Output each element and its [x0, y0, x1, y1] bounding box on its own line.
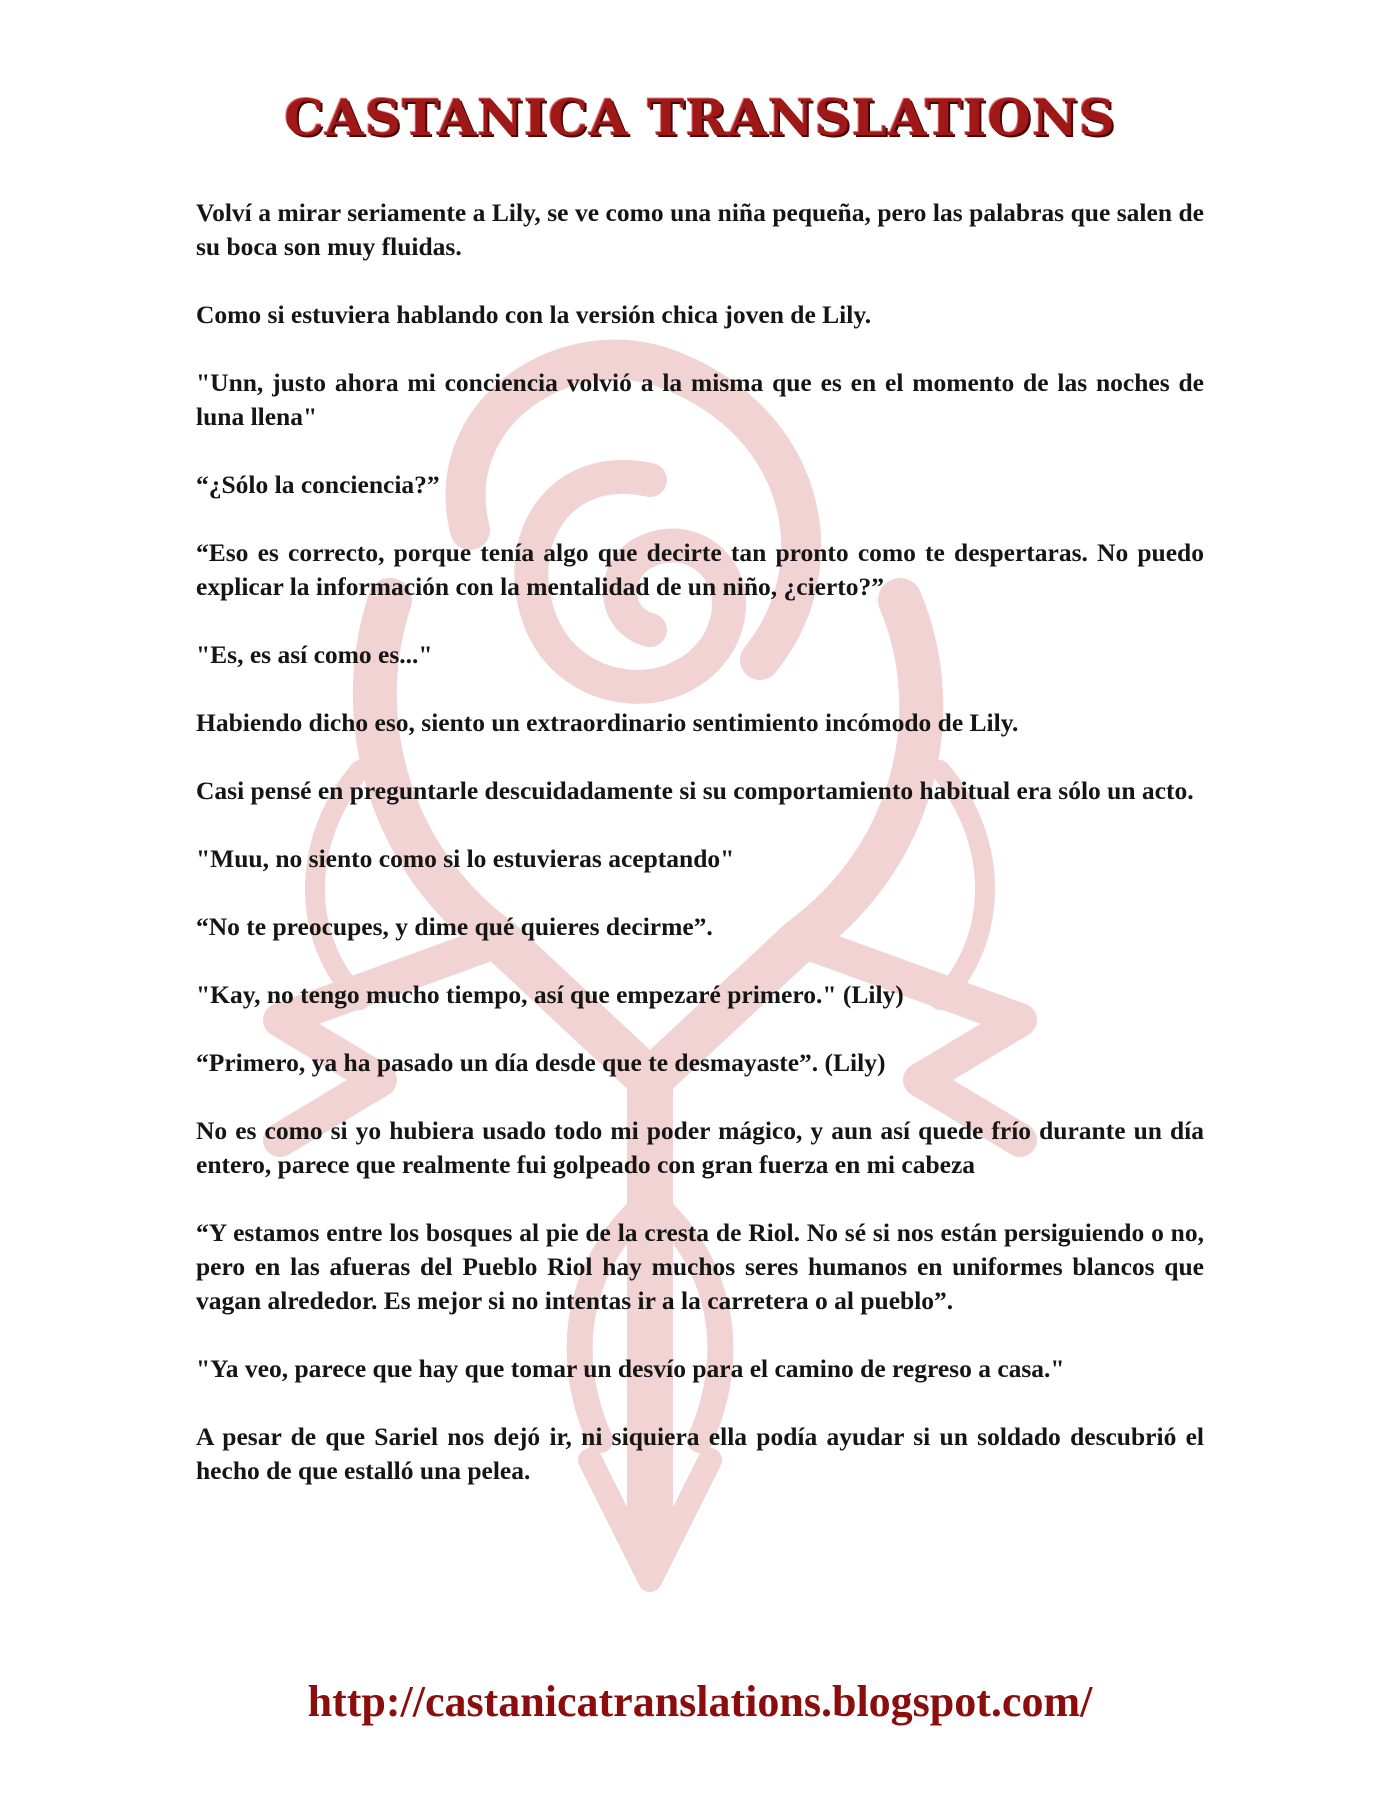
paragraph: Casi pensé en preguntarle descuidadamente si su comportamiento habitual era sólo un acto. — [196, 776, 1194, 805]
page-title: CASTANICA TRANSLATIONS — [284, 88, 1116, 147]
paragraph: A pesar de que Sariel nos dejó ir, ni siquiera ella podía ayudar si un soldado descubrió el hecho de que estalló una pelea. — [196, 1422, 1204, 1485]
paragraph: “Y estamos entre los bosques al pie de la cresta de Riol. No sé si nos están persiguiendo o no, pero en las afueras del Pueblo Riol hay muchos seres humanos en uniformes blancos que vagan alrededor. Es mejor si no intentas ir a la carretera o al pueblo”. — [196, 1218, 1204, 1315]
paragraph: Como si estuviera hablando con la versión chica joven de Lily. — [196, 300, 872, 329]
paragraph: “¿Sólo la conciencia?” — [196, 470, 440, 499]
paragraph: "Ya veo, parece que hay que tomar un desvío para el camino de regreso a casa." — [196, 1354, 1065, 1383]
paragraph: Habiendo dicho eso, siento un extraordinario sentimiento incómodo de Lily. — [196, 708, 1019, 737]
paragraph: No es como si yo hubiera usado todo mi poder mágico, y aun así quede frío durante un día entero, parece que realmente fui golpeado con gran fuerza en mi cabeza — [196, 1116, 1204, 1179]
paragraph: "Kay, no tengo mucho tiempo, así que empezaré primero." (Lily) — [196, 980, 904, 1009]
paragraph: “Eso es correcto, porque tenía algo que decirte tan pronto como te despertaras. No puedo explicar la información con la mentalidad de un niño, ¿cierto?” — [196, 538, 1204, 601]
paragraph: “No te preocupes, y dime qué quieres decirme”. — [196, 912, 713, 941]
paragraph: Volví a mirar seriamente a Lily, se ve como una niña pequeña, pero las palabras que salen de su boca son muy fluidas. — [196, 198, 1204, 261]
paragraph: "Unn, justo ahora mi conciencia volvió a la misma que es en el momento de las noches de luna llena" — [196, 368, 1204, 431]
footer-url-link[interactable]: http://castanicatranslations.blogspot.com/ — [307, 1677, 1093, 1726]
document-body — [196, 196, 1204, 1522]
paragraph: "Muu, no siento como si lo estuvieras aceptando" — [196, 844, 735, 873]
paragraph: "Es, es así como es..." — [196, 640, 433, 669]
paragraph: “Primero, ya ha pasado un día desde que te desmayaste”. (Lily) — [196, 1048, 886, 1077]
